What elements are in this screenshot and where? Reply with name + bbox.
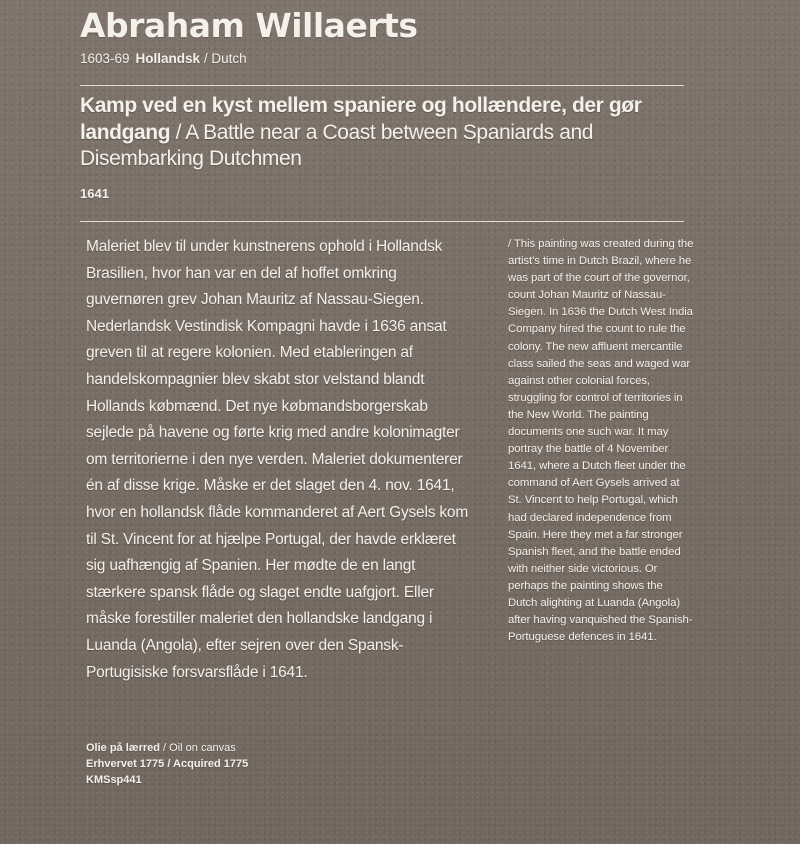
artwork-title-en: / A Battle near a Coast between Spaniards and Disembarking Dutchmen xyxy=(80,120,594,170)
artist-meta xyxy=(80,50,247,68)
artwork-facts xyxy=(86,740,386,788)
artwork-year: 1641 xyxy=(80,186,109,201)
artist-nationality-en: / Dutch xyxy=(200,51,247,66)
description-danish-text: Maleriet blev til under kunstnerens ophold i Hollandsk Brasilien, hvor han var en del af hoffet omkring guvernøren grev Johan Mauritz af Nassau-Siegen. Nederlandsk Vestindisk Kompagni havde i 1636 ansat greven til at regere kolonien. Med etableringen af handelskompagnier blev skabt stor velstand blandt Hollands købmænd. Det nye købmandsborgerskab sejlede på havene og førte krig med andre kolonimagter om territorierne i den nye verden. Maleriet dokumenterer én af disse krige. Måske er det slaget den 4. nov. 1641, hvor en hollandsk flåde kommanderet af Aert Gysels kom til St. Vincent for at hjælpe Portugal, der havde erklæret sig uafhængig af Spanien. Her mødte de en langt stærkere spansk flåde og slaget endte uafgjort. Eller måske forestiller maleriet den hollandske landgang i Luanda (Angola), efter sejren over den Spansk-Portugisiske forsvarsflåde i 1641. xyxy=(86,238,469,681)
artist-nationality-da: Hollandsk xyxy=(135,51,201,66)
divider-middle xyxy=(80,221,684,222)
artwork-title-da: Kamp ved en kyst mellem spaniere og hollændere, der gør landgang xyxy=(80,94,642,144)
medium-da: Olie på lærred xyxy=(86,742,160,754)
description-english xyxy=(508,236,694,646)
inventory-number: KMSsp441 xyxy=(86,774,142,786)
description-english-text: / This painting was created during the artist’s time in Dutch Brazil, where he was part of the court of the governor, count Johan Mauritz of Nassau-Siegen. In 1636 the Dutch West India Company hired the count to rule the colony. The new affluent mercantile class sailed the seas and waged war against other colonial forces, struggling for control of territories in the New World. The painting documents one such war. It may portray the battle of 4 November 1641, where a Dutch fleet under the command of Aert Gysels arrived at St. Vincent to help Portugal, which had declared independence from Spain. Here they met a far stronger Spanish fleet, and the battle ended with neither side victorious. Or perhaps the painting shows the Dutch alighting at Luanda (Angola) after having vanquished the Spanish-Portuguese defences in 1641. xyxy=(508,238,694,644)
artist-years: 1603-69 xyxy=(80,51,130,66)
acquired-en: / Acquired 1775 xyxy=(164,758,249,770)
divider-top xyxy=(80,85,684,86)
artist-name: Abraham Willaerts xyxy=(80,6,418,45)
medium-en: / Oil on canvas xyxy=(159,742,236,754)
acquired-da: Erhvervet 1775 xyxy=(86,758,165,770)
description-danish xyxy=(86,234,476,686)
acquired xyxy=(86,756,386,772)
medium xyxy=(86,740,386,756)
artwork-title xyxy=(80,93,690,173)
